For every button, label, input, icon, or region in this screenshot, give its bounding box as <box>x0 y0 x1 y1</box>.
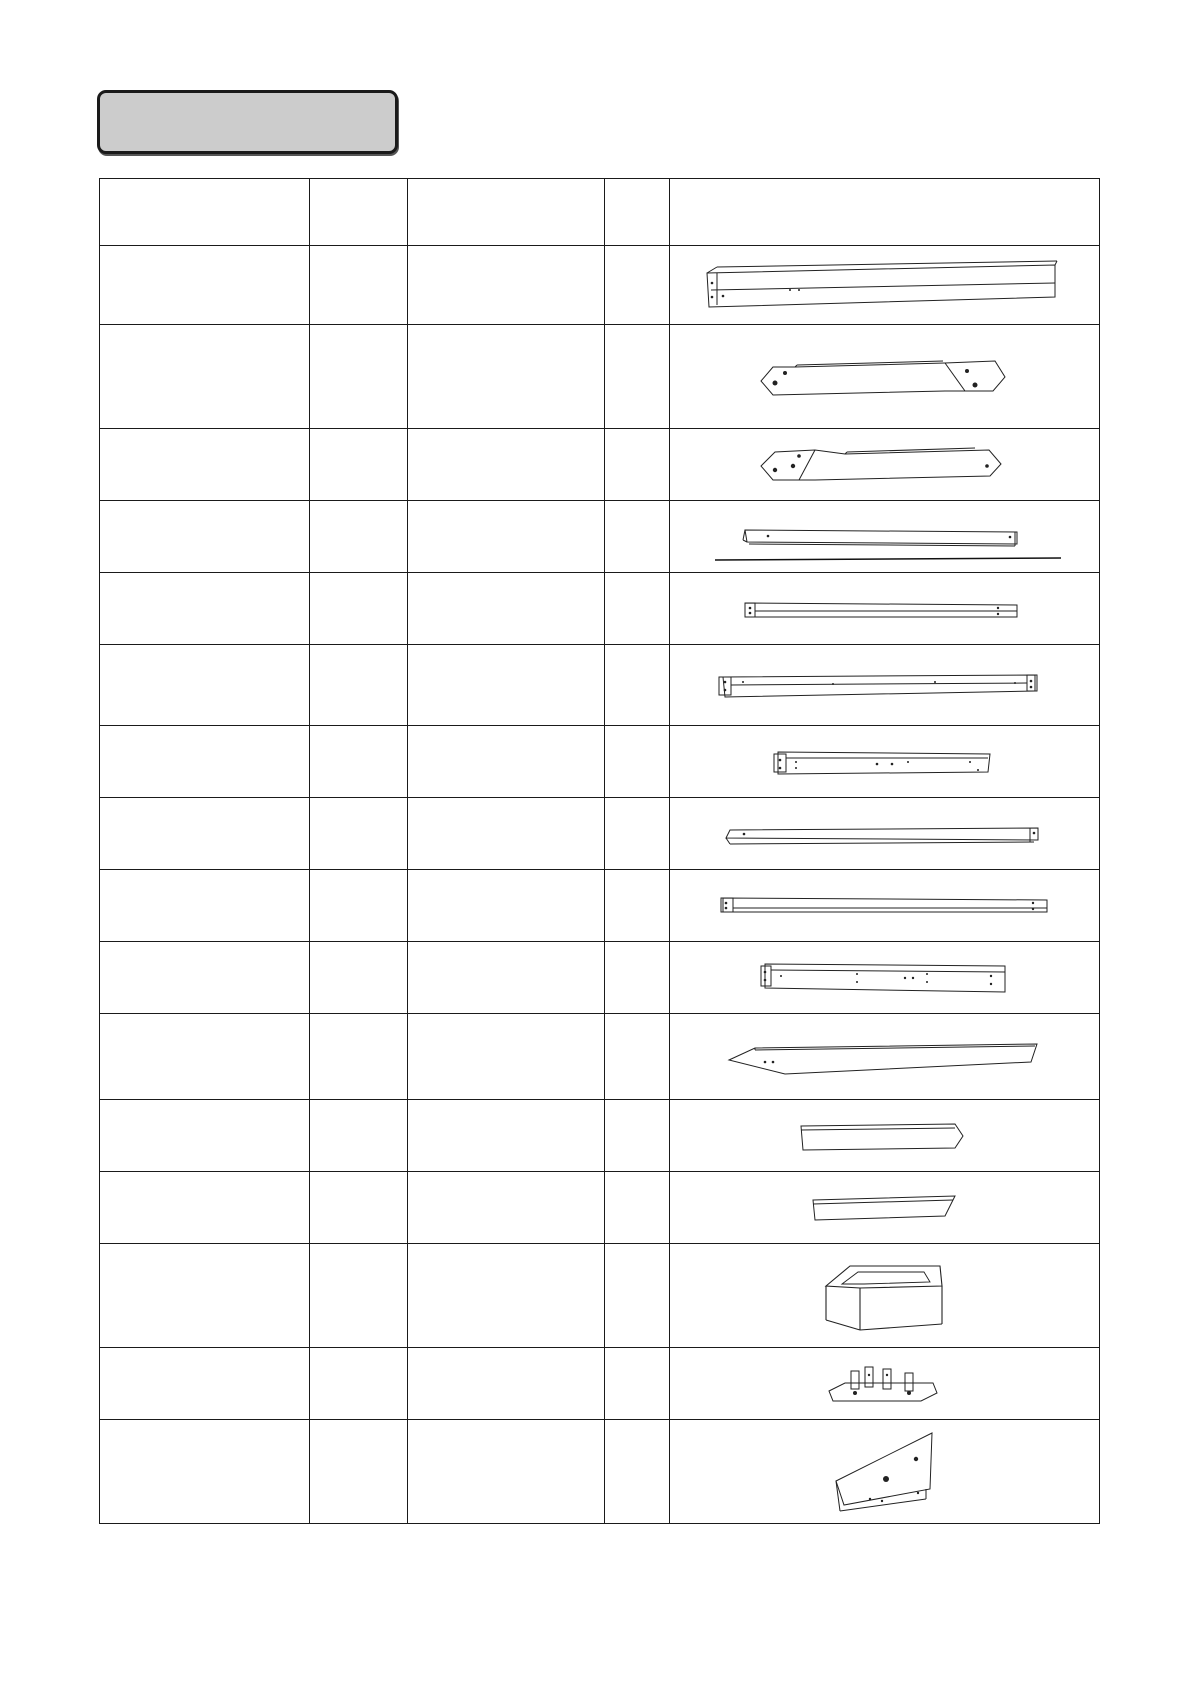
table-row <box>100 1172 1100 1244</box>
cell-drawing <box>670 429 1100 501</box>
cell-drawing <box>670 1100 1100 1172</box>
cell-quantity <box>310 1244 408 1348</box>
cell-specification <box>408 429 605 501</box>
cell-drawing <box>670 798 1100 870</box>
cell-drawing <box>670 573 1100 645</box>
cell-drawing <box>670 501 1100 573</box>
table-row <box>100 942 1100 1014</box>
cell-part-number <box>100 645 310 726</box>
cell-quantity <box>310 870 408 942</box>
cell-drawing <box>670 1420 1100 1524</box>
table-row <box>100 1100 1100 1172</box>
cell-drawing <box>670 1172 1100 1244</box>
cell-count <box>605 429 670 501</box>
cell-part-number <box>100 726 310 798</box>
table-row <box>100 501 1100 573</box>
tapered-rafter-drawing <box>725 1032 1045 1082</box>
cell-part-number <box>100 501 310 573</box>
table-row <box>100 325 1100 429</box>
table-row <box>100 1420 1100 1524</box>
table-row <box>100 1348 1100 1420</box>
section-title-box <box>97 90 398 154</box>
header-quantity <box>310 179 408 246</box>
cell-part-number <box>100 1244 310 1348</box>
cell-specification <box>408 1172 605 1244</box>
cell-specification <box>408 573 605 645</box>
cell-specification <box>408 1014 605 1100</box>
cell-drawing <box>670 942 1100 1014</box>
parts-list-table <box>99 178 1100 1524</box>
cell-specification <box>408 870 605 942</box>
cell-count <box>605 798 670 870</box>
cell-quantity <box>310 1348 408 1420</box>
cell-count <box>605 1100 670 1172</box>
cell-drawing <box>670 726 1100 798</box>
cell-quantity <box>310 1014 408 1100</box>
cell-count <box>605 1420 670 1524</box>
cell-count <box>605 1348 670 1420</box>
pointed-plate-right-joint-drawing <box>755 347 1015 407</box>
beam-multi-hole-drawing <box>755 956 1015 1000</box>
table-header-row <box>100 179 1100 246</box>
cell-count <box>605 942 670 1014</box>
cell-count <box>605 501 670 573</box>
cell-quantity <box>310 573 408 645</box>
pointed-plate-left-joint-drawing <box>755 440 1015 490</box>
cell-specification <box>408 726 605 798</box>
cell-drawing <box>670 1014 1100 1100</box>
square-tube-post-drawing <box>695 255 1075 315</box>
cell-part-number <box>100 429 310 501</box>
cell-quantity <box>310 1100 408 1172</box>
cell-part-number <box>100 942 310 1014</box>
cell-count <box>605 325 670 429</box>
short-bar-pointed-drawing <box>795 1116 975 1156</box>
rail-with-end-tab-drawing <box>735 589 1035 629</box>
cell-count <box>605 645 670 726</box>
table-row <box>100 870 1100 942</box>
cell-specification <box>408 246 605 325</box>
cell-specification <box>408 1420 605 1524</box>
cell-quantity <box>310 1420 408 1524</box>
cell-quantity <box>310 798 408 870</box>
cell-quantity <box>310 246 408 325</box>
cell-count <box>605 1244 670 1348</box>
cell-quantity <box>310 942 408 1014</box>
cell-part-number <box>100 325 310 429</box>
base-bracket-drawing <box>825 1359 945 1409</box>
cell-quantity <box>310 429 408 501</box>
cell-part-number <box>100 1420 310 1524</box>
cell-part-number <box>100 246 310 325</box>
table-row <box>100 1014 1100 1100</box>
cell-specification <box>408 1244 605 1348</box>
cell-part-number <box>100 1014 310 1100</box>
cell-specification <box>408 645 605 726</box>
cell-specification <box>408 1100 605 1172</box>
table-row <box>100 645 1100 726</box>
long-beam-double-tab-drawing <box>715 665 1055 705</box>
cell-part-number <box>100 1100 310 1172</box>
short-beam-with-holes-drawing <box>770 742 1000 782</box>
cell-drawing <box>670 246 1100 325</box>
cell-part-number <box>100 1172 310 1244</box>
header-count <box>605 179 670 246</box>
table-row <box>100 726 1100 798</box>
cell-quantity <box>310 645 408 726</box>
header-drawing <box>670 179 1100 246</box>
cell-quantity <box>310 726 408 798</box>
cell-quantity <box>310 501 408 573</box>
cell-quantity <box>310 325 408 429</box>
cell-count <box>605 573 670 645</box>
table-row <box>100 246 1100 325</box>
cell-specification <box>408 501 605 573</box>
cell-count <box>605 726 670 798</box>
header-specification <box>408 179 605 246</box>
cell-quantity <box>310 1172 408 1244</box>
table-row <box>100 573 1100 645</box>
cell-drawing <box>670 1244 1100 1348</box>
cell-specification <box>408 1348 605 1420</box>
cell-specification <box>408 942 605 1014</box>
cell-count <box>605 1172 670 1244</box>
square-post-cover-drawing <box>820 1258 950 1334</box>
cell-count <box>605 1014 670 1100</box>
header-part-number <box>100 179 310 246</box>
cell-drawing <box>670 325 1100 429</box>
section-title <box>100 93 395 129</box>
angle-rail-long-drawing <box>720 814 1050 854</box>
cell-drawing <box>670 870 1100 942</box>
table-row <box>100 1244 1100 1348</box>
cell-part-number <box>100 870 310 942</box>
short-bar-angled-drawing <box>805 1188 965 1228</box>
angle-rail-drawing <box>705 512 1065 562</box>
triangle-gusset-drawing <box>830 1429 940 1515</box>
cell-part-number <box>100 1348 310 1420</box>
cell-part-number <box>100 573 310 645</box>
cell-part-number <box>100 798 310 870</box>
table-row <box>100 798 1100 870</box>
table-row <box>100 429 1100 501</box>
cell-count <box>605 246 670 325</box>
rail-with-end-tab-long-drawing <box>715 886 1055 926</box>
cell-count <box>605 870 670 942</box>
cell-specification <box>408 798 605 870</box>
cell-specification <box>408 325 605 429</box>
cell-drawing <box>670 645 1100 726</box>
cell-drawing <box>670 1348 1100 1420</box>
